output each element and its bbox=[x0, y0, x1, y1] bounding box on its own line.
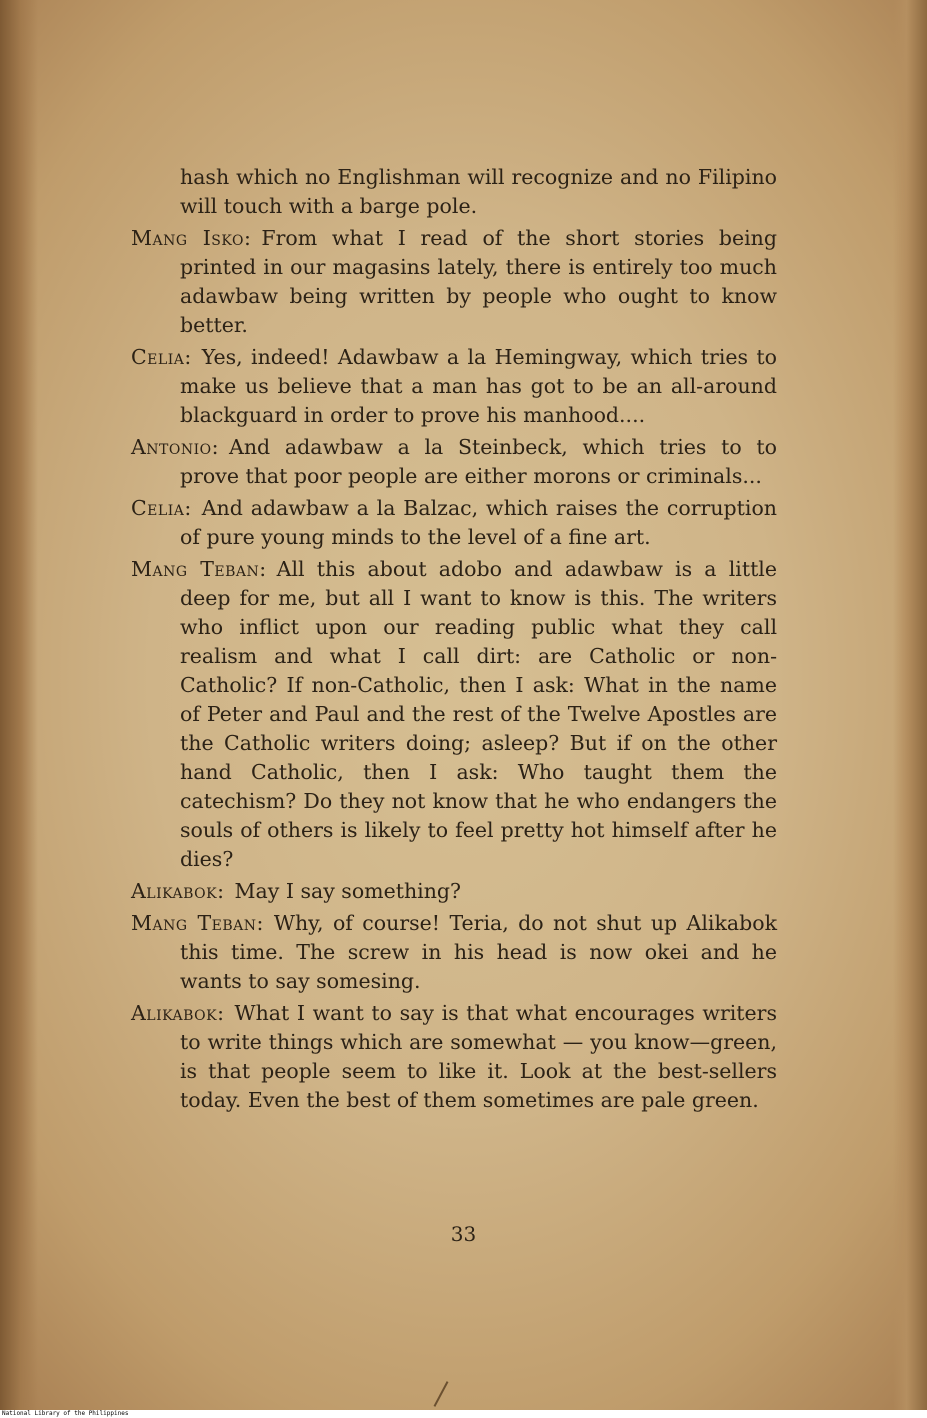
speaker-name: Antonio: bbox=[131, 435, 220, 459]
dialogue-line-text: May I say something? bbox=[234, 879, 462, 903]
speaker-name: Mang Teban: bbox=[131, 557, 267, 581]
dialogue-line-text: And adawbaw a la Steinbeck, which tries to to prove that poor people are either morons or criminals... bbox=[180, 435, 777, 488]
dialogue-line bbox=[131, 999, 777, 1115]
dialogue-line-text: Yes, indeed! Adawbaw a la Hemingway, which tries to make us believe that a man has got to be an all-around blackguard in order to prove his manhood.... bbox=[180, 345, 777, 427]
dialogue-line bbox=[131, 343, 777, 430]
dialogue-line bbox=[131, 555, 777, 874]
dialogue-line-text: What I want to say is that what encourages writers to write things which are somewhat — you know—green, is that people seem to like it. Look at the best-sellers today. Even the best of them sometimes are pale green. bbox=[180, 1001, 777, 1112]
dialogue-line bbox=[131, 909, 777, 996]
dialogue-line bbox=[131, 163, 777, 221]
speaker-name: Alikabok: bbox=[131, 879, 225, 903]
dialogue-line bbox=[131, 494, 777, 552]
dialogue-line bbox=[131, 224, 777, 340]
footer-strip bbox=[0, 1410, 927, 1418]
speaker-name: Alikabok: bbox=[131, 1001, 225, 1025]
library-credit: National Library of the Philippines bbox=[2, 1410, 129, 1417]
dialogue-line-text: From what I read of the short stories being printed in our magasins lately, there is entirely too much adawbaw being written by people who ought to know better. bbox=[180, 226, 777, 337]
dialogue-line-text: All this about adobo and adawbaw is a little deep for me, but all I want to know is this. The writers who inflict upon our reading public what they call realism and what I call dirt: are Catholic or non-Catholic? If non-Catholic, then I ask: What in the name of Peter and Paul and the rest of the Twelve Apostles are the Catholic writers doing; asleep? But if on the other hand Catholic, then I ask: Who taught them the catechism? Do they not know that he who endangers the souls of others is likely to feel pretty hot himself after he dies? bbox=[180, 557, 777, 871]
dialogue-line-text: Why, of course! Teria, do not shut up Alikabok this time. The screw in his head is now okei and he wants to say somesing. bbox=[180, 911, 778, 993]
speaker-name: Mang Isko: bbox=[131, 226, 252, 250]
speaker-name: Mang Teban: bbox=[131, 911, 264, 935]
pencil-mark bbox=[434, 1381, 449, 1407]
page-number: 33 bbox=[450, 1222, 477, 1246]
dialogue-line bbox=[131, 433, 777, 491]
dialogue-line-text: And adawbaw a la Balzac, which raises the corruption of pure young minds to the level of a fine art. bbox=[180, 496, 777, 549]
dialogue-line bbox=[131, 877, 777, 906]
dialogue-text bbox=[131, 163, 777, 1118]
speaker-name: Celia: bbox=[131, 345, 192, 369]
speaker-name: Celia: bbox=[131, 496, 192, 520]
dialogue-line-text: hash which no Englishman will recognize and no Filipino will touch with a barge pole. bbox=[180, 165, 777, 218]
